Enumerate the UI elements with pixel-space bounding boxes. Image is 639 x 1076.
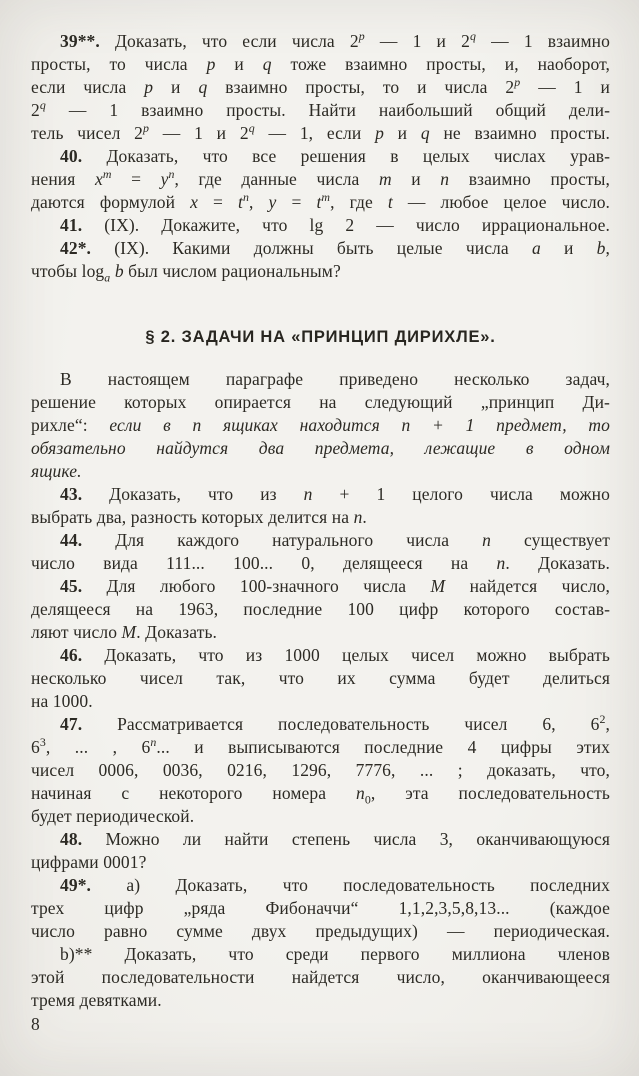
text-line (31, 920, 610, 943)
text-segment: = (111, 169, 161, 189)
text-segment: Доказать, что из 1000 целых чисел можно выбрать (82, 645, 610, 665)
text-line (31, 191, 610, 214)
text-line (31, 943, 610, 966)
text-segment: q (262, 54, 272, 74)
text-segment: число вида 111... 100... 0, делящееся на (31, 553, 497, 573)
text-line (31, 214, 610, 237)
text-segment: взаимно просты, то и числа 2 (207, 77, 515, 97)
text-line (31, 260, 610, 283)
text-segment: просты, то числа (31, 54, 207, 74)
problem-49b (31, 943, 610, 1012)
text-segment: на 1000. (31, 691, 93, 711)
text-line (31, 30, 610, 53)
text-line (31, 598, 610, 621)
problem-number: 46. (60, 645, 83, 665)
problem-40 (31, 145, 610, 214)
text-segment: y (268, 192, 277, 212)
text-segment: , где данные числа (174, 169, 379, 189)
problem-number: 44. (60, 530, 83, 550)
problem-number: 39**. (60, 31, 100, 51)
text-segment: Можно ли найти степень числа 3, оканчивающуюся (82, 829, 610, 849)
math-subscript: 0 (364, 792, 371, 807)
text-segment: t (316, 192, 322, 212)
problem-45 (31, 575, 610, 644)
text-segment: t (387, 192, 393, 212)
text-segment: тремя девятками. (31, 990, 162, 1010)
text-segment: Для любого 100-значного числа (82, 576, 431, 596)
text-segment: несколько чисел так, что их сумма будет делиться (31, 668, 610, 688)
problem-48 (31, 828, 610, 874)
text-segment: 6 (31, 737, 40, 757)
text-segment: , (605, 714, 610, 734)
text-segment: рихле“: (31, 415, 110, 435)
text-segment: Доказать, что если числа 2 (99, 31, 359, 51)
math-subscript: a (104, 270, 111, 285)
text-segment: = (276, 192, 317, 212)
page-number: 8 (31, 1014, 40, 1034)
text-segment: n (440, 169, 450, 189)
text-segment: тоже взаимно просты, и, наоборот, (271, 54, 610, 74)
text-line (31, 460, 610, 483)
text-segment: — 1 и (520, 77, 610, 97)
text-line (31, 667, 610, 690)
problem-43 (31, 483, 610, 529)
problem-42 (31, 237, 610, 283)
text-line (31, 414, 610, 437)
text-segment: — 1 взаимно просты. Найти наибольший общий дели- (45, 100, 610, 120)
problem-number: 41. (60, 215, 83, 235)
text-line (31, 368, 610, 391)
text-segment: + 1 целого числа можно (312, 484, 610, 504)
text-segment: Рассматривается последовательность чисел 6, 6 (82, 714, 600, 734)
text-segment: — 1 и 2 (364, 31, 470, 51)
text-segment: y (160, 169, 169, 189)
text-line (31, 506, 610, 529)
text-segment: ляют число (31, 622, 122, 642)
text-line (31, 237, 610, 260)
problem-number: 47. (60, 714, 83, 734)
math-superscript: n (168, 167, 175, 182)
text-segment: p (375, 123, 384, 143)
text-segment: — 1, если (254, 123, 376, 143)
text-line (31, 989, 610, 1012)
text-segment: = (198, 192, 239, 212)
math-superscript: q (469, 29, 477, 44)
math-superscript: n (243, 190, 250, 205)
text-segment: этой последовательности найдется число, оканчивающееся (31, 967, 610, 987)
text-line (31, 805, 610, 828)
text-segment: , где (330, 192, 388, 212)
text-segment: и (383, 123, 421, 143)
text-segment: . Доказать. (505, 553, 610, 573)
text-segment: найдется число, (445, 576, 610, 596)
text-segment: и (391, 169, 441, 189)
text-segment: , (605, 238, 610, 258)
text-segment: , (249, 192, 269, 212)
text-segment: b)** Доказать, что среди первого миллиона членов (60, 944, 610, 964)
text-segment: x (190, 192, 198, 212)
text-segment: . Доказать. (136, 622, 218, 642)
text-line (31, 736, 610, 759)
text-line (31, 437, 610, 460)
problem-number: 40. (60, 146, 83, 166)
text-line (31, 391, 610, 414)
problem-39 (31, 30, 610, 145)
text-segment: m (378, 169, 392, 189)
text-segment: даются формулой (31, 192, 191, 212)
problem-number: 43. (60, 484, 83, 504)
text-line (31, 782, 610, 805)
problem-number: 42*. (60, 238, 92, 258)
text-line (31, 759, 610, 782)
problem-49a (31, 874, 610, 943)
text-line (31, 122, 610, 145)
text-line (31, 966, 610, 989)
text-segment: , эта последовательность (370, 783, 610, 803)
text-segment: взаимно просты, (449, 169, 610, 189)
problem-44 (31, 529, 610, 575)
text-segment: n (353, 507, 363, 527)
text-segment: x (94, 169, 103, 189)
problem-number: 45. (60, 576, 83, 596)
text-segment: если в n ящиках находится n + 1 предмет, то (109, 415, 611, 435)
text-segment: n (496, 553, 506, 573)
math-superscript: m (321, 190, 331, 205)
text-segment: — 1 взаимно (476, 31, 610, 51)
text-segment: выбрать два, разность которых делится на (31, 507, 354, 527)
problem-47 (31, 713, 610, 828)
text-segment: n (355, 783, 365, 803)
text-segment: (IX). Докажите, что lg 2 — число иррациональное. (82, 215, 610, 235)
problem-46 (31, 644, 610, 713)
text-segment: b (596, 238, 606, 258)
text-line (31, 483, 610, 506)
text-segment: число равно сумме двух предыдущих) — периодическая. (31, 921, 610, 941)
text-line (31, 897, 610, 920)
text-segment: обязательно найдутся два предмета, лежащие в одном (31, 438, 610, 458)
section-heading: § 2. ЗАДАЧИ НА «ПРИНЦИП ДИРИХЛЕ». (145, 328, 496, 346)
text-segment: . (362, 507, 367, 527)
text-segment: решение которых опирается на следующий „принцип Ди- (31, 392, 610, 412)
text-segment: цифрами 0001? (31, 852, 147, 872)
text-line (31, 76, 610, 99)
text-segment: чисел 0006, 0036, 0216, 1296, 7776, ... ; доказать, что, (31, 760, 610, 780)
text-segment: p (206, 54, 216, 74)
text-segment: Доказать, что из (82, 484, 304, 504)
text-line (31, 53, 610, 76)
text-segment: Доказать, что все решения в целых числах урав- (82, 146, 610, 166)
text-segment: если числа (31, 77, 145, 97)
text-line (31, 644, 610, 667)
text-line (31, 690, 610, 713)
math-superscript: 2 (599, 712, 606, 727)
text-line (31, 145, 610, 168)
text-segment: ... и выписываются последние 4 цифры этих (156, 737, 610, 757)
problem-number: 49*. (60, 875, 92, 895)
text-line (31, 168, 610, 191)
math-superscript: 3 (39, 735, 46, 750)
text-line (31, 874, 610, 897)
text-segment: делящееся на 1963, последние 100 цифр которого состав- (31, 599, 610, 619)
text-segment: В настоящем параграфе приведено несколько задач, (60, 369, 610, 389)
text-column (31, 30, 610, 1012)
problem-41 (31, 214, 610, 237)
text-segment: t (238, 192, 243, 212)
text-segment: — любое целое число. (392, 192, 611, 212)
text-segment: трех цифр „ряда Фибоначчи“ 1,1,2,3,5,8,13... (каждое (31, 898, 610, 918)
text-segment: и (153, 77, 199, 97)
text-segment: чтобы log (31, 261, 105, 281)
math-superscript: p (514, 75, 521, 90)
text-line (31, 851, 610, 874)
text-line (31, 575, 610, 598)
math-superscript: p (142, 121, 150, 136)
text-line (31, 529, 610, 552)
text-segment: b (114, 261, 124, 281)
text-line (31, 828, 610, 851)
text-line (31, 552, 610, 575)
text-segment: — 1 и 2 (149, 123, 249, 143)
text-segment: существует (491, 530, 610, 550)
text-line (31, 713, 610, 736)
text-line (31, 621, 610, 644)
math-superscript: m (102, 167, 112, 182)
text-segment: тель чисел 2 (31, 123, 143, 143)
text-segment: n (303, 484, 313, 504)
text-segment: нения (31, 169, 95, 189)
text-segment: 2 (31, 100, 40, 120)
math-superscript: n (150, 735, 157, 750)
text-line (31, 99, 610, 122)
text-segment: a (531, 238, 541, 258)
text-segment: p (144, 77, 154, 97)
math-superscript: q (39, 98, 46, 113)
text-segment: начиная с некоторого номера (31, 783, 356, 803)
text-segment: был числом рациональным? (123, 261, 341, 281)
text-segment: q (198, 77, 208, 97)
text-segment: n (482, 530, 491, 550)
text-segment: не взаимно просты. (429, 123, 610, 143)
text-segment: (IX). Какими должны быть целые числа (91, 238, 532, 258)
text-segment: будет периодической. (31, 806, 195, 826)
text-segment: ящике. (31, 461, 82, 481)
text-segment: а) Доказать, что последовательность последних (91, 875, 610, 895)
section-intro (31, 368, 610, 483)
math-superscript: q (248, 121, 255, 136)
text-segment: M (430, 576, 446, 596)
text-segment: и (215, 54, 263, 74)
text-segment: и (540, 238, 597, 258)
math-superscript: p (358, 29, 365, 44)
text-segment: , ... , 6 (45, 737, 151, 757)
text-segment: q (420, 123, 430, 143)
text-segment: Для каждого натурального числа (82, 530, 483, 550)
text-segment: M (121, 622, 137, 642)
problem-number: 48. (60, 829, 83, 849)
